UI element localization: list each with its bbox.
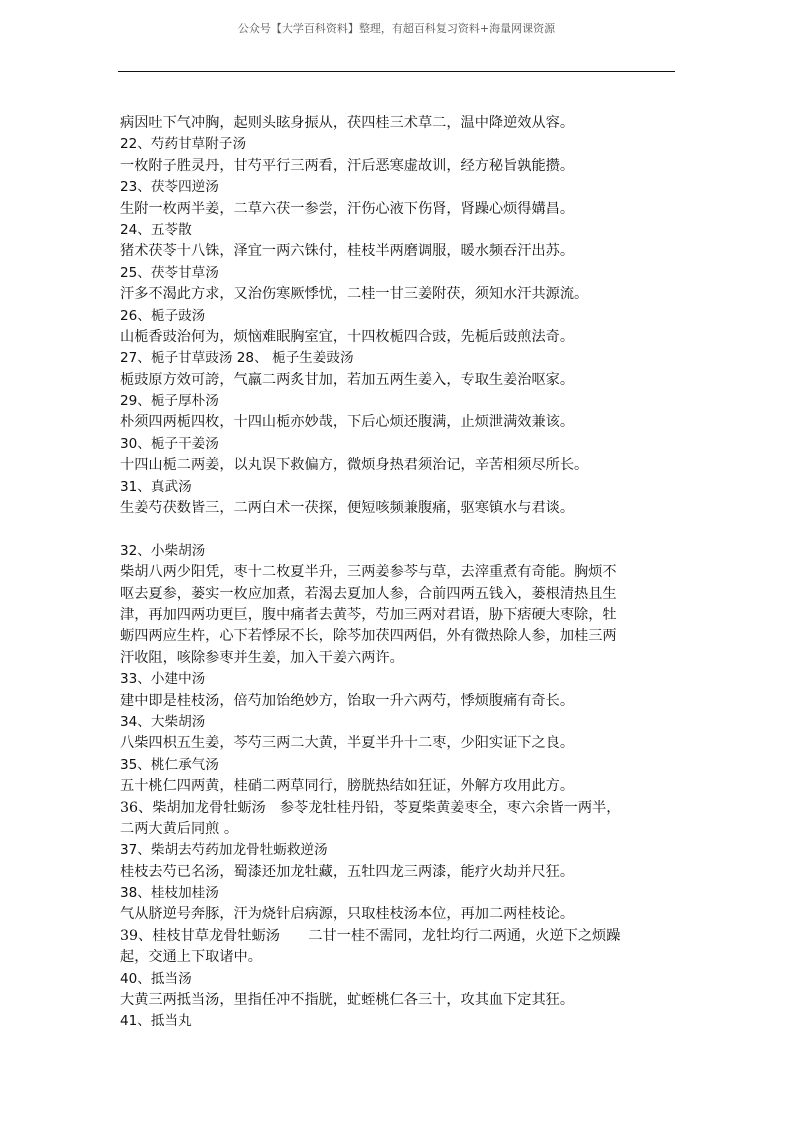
section-heading: 32、小柴胡汤 bbox=[120, 542, 206, 559]
verse-line: 汗多不渴此方求，又治伤寒厥悸忧，二桂一甘三姜附茯，须知水汗共源流。 bbox=[120, 286, 589, 303]
verse-line: 柴胡八两少阳凭，枣十二枚夏半升，三两姜参芩与草，去滓重煮有奇能。胸烦不 bbox=[120, 564, 617, 581]
verse-line: 十四山栀二两姜，以丸误下救偏方，微烦身热君须治记，辛苦相须尽所长。 bbox=[120, 457, 589, 474]
section-heading: 40、抵当汤 bbox=[120, 970, 192, 987]
verse-line: 大黄三两抵当汤，里指任冲不指胱，虻蛭桃仁各三十，攻其血下定其狂。 bbox=[120, 992, 575, 1009]
section-heading: 33、小建中汤 bbox=[120, 671, 206, 688]
verse-line: 津，再加四两功更巨，腹中痛者去黄芩，芍加三两对君语，胁下痞硬大枣除，牡 bbox=[120, 606, 617, 623]
section-heading: 35、桃仁承气汤 bbox=[120, 756, 219, 773]
page-header: 公众号【大学百科资料】整理，有超百科复习资料+海量网课资源 bbox=[237, 22, 556, 35]
blank-line bbox=[120, 519, 680, 540]
verse-line: 桂枝去芍已名汤，蜀漆还加龙牡藏，五牡四龙三两漆，能疗火劫并尺狂。 bbox=[120, 863, 575, 880]
verse-line: 39、桂枝甘草龙骨牡蛎汤 二甘一桂不需同，龙牡均行二两通，火逆下之烦躁 bbox=[120, 927, 621, 944]
verse-line: 36、柴胡加龙骨牡蛎汤 参苓龙牡桂丹铅，苓夏柴黄姜枣全，枣六余皆一两半， bbox=[120, 799, 621, 816]
section-heading: 24、五苓散 bbox=[120, 221, 192, 238]
verse-line: 朴须四两栀四枚，十四山栀亦妙哉，下后心烦还腹满，止烦泄满效兼该。 bbox=[120, 414, 575, 431]
section-heading: 27、栀子甘草豉汤 28、 栀子生姜豉汤 bbox=[120, 350, 354, 367]
verse-line: 起，交通上下取诸中。 bbox=[120, 949, 262, 966]
verse-line: 蛎四两应生杵，心下若悸尿不长，除芩加茯四两侣，外有微热除人参，加桂三两 bbox=[120, 628, 617, 645]
document-body bbox=[120, 113, 680, 1033]
verse-line: 生姜芍茯数皆三，二两白术一茯探，便短咳频兼腹痛，驱寒镇水与君谈。 bbox=[120, 500, 575, 517]
section-heading: 34、大柴胡汤 bbox=[120, 713, 206, 730]
section-heading: 30、栀子干姜汤 bbox=[120, 435, 219, 452]
verse-line: 建中即是桂枝汤，倍芍加饴绝妙方，饴取一升六两芍，悸烦腹痛有奇长。 bbox=[120, 692, 575, 709]
verse-line: 八柴四枳五生姜，芩芍三两二大黄，半夏半升十二枣，少阳实证下之良。 bbox=[120, 735, 575, 752]
verse-line: 猪术茯苓十八铢，泽宜一两六铢付，桂枝半两磨调服，暖水频吞汗出苏。 bbox=[120, 243, 575, 260]
section-heading: 22、芍药甘草附子汤 bbox=[120, 136, 247, 153]
verse-line: 生附一枚两半姜，二草六茯一参尝，汗伤心液下伤肾，肾躁心烦得媾昌。 bbox=[120, 200, 575, 217]
verse-line: 山栀香豉治何为，烦恼难眠胸室宜，十四枚栀四合豉，先栀后豉煎法奇。 bbox=[120, 328, 575, 345]
verse-line: 二两大黄后同煎 。 bbox=[120, 820, 239, 837]
verse-line: 栀豉原方效可誇，气羸二两炙甘加，若加五两生姜入，专取生姜治呕家。 bbox=[120, 371, 575, 388]
section-heading: 23、茯苓四逆汤 bbox=[120, 179, 219, 196]
verse-line: 一枚附子胜灵丹，甘芍平行三两看，汗后恶寒虚故训，经方秘旨孰能攒。 bbox=[120, 157, 575, 174]
section-heading: 37、柴胡去芍药加龙骨牡蛎救逆汤 bbox=[120, 842, 328, 859]
section-heading: 38、桂枝加桂汤 bbox=[120, 885, 219, 902]
section-heading: 31、真武汤 bbox=[120, 478, 192, 495]
section-heading: 29、栀子厚朴汤 bbox=[120, 393, 219, 410]
verse-line: 五十桃仁四两黄，桂硝二两草同行，膀胱热结如狂证，外解方攻用此方。 bbox=[120, 778, 575, 795]
verse-line: 病因吐下气冲胸，起则头眩身振从，茯四桂三术草二，温中降逆效从容。 bbox=[120, 115, 575, 131]
verse-line: 汗收阻，咳除参枣并生姜，加入干姜六两许。 bbox=[120, 649, 404, 666]
section-heading: 41、抵当丸 bbox=[120, 1013, 192, 1030]
verse-line: 气从脐逆号奔豚，汗为烧针启病源，只取桂枝汤本位，再加二两桂枝论。 bbox=[120, 906, 575, 923]
verse-line: 呕去夏参，蒌实一枚应加煮，若渴去夏加人参，合前四两五钱入，蒌根清热且生 bbox=[120, 585, 617, 602]
section-heading: 26、栀子豉汤 bbox=[120, 307, 206, 324]
header-divider bbox=[118, 71, 675, 72]
section-heading: 25、茯苓甘草汤 bbox=[120, 264, 219, 281]
